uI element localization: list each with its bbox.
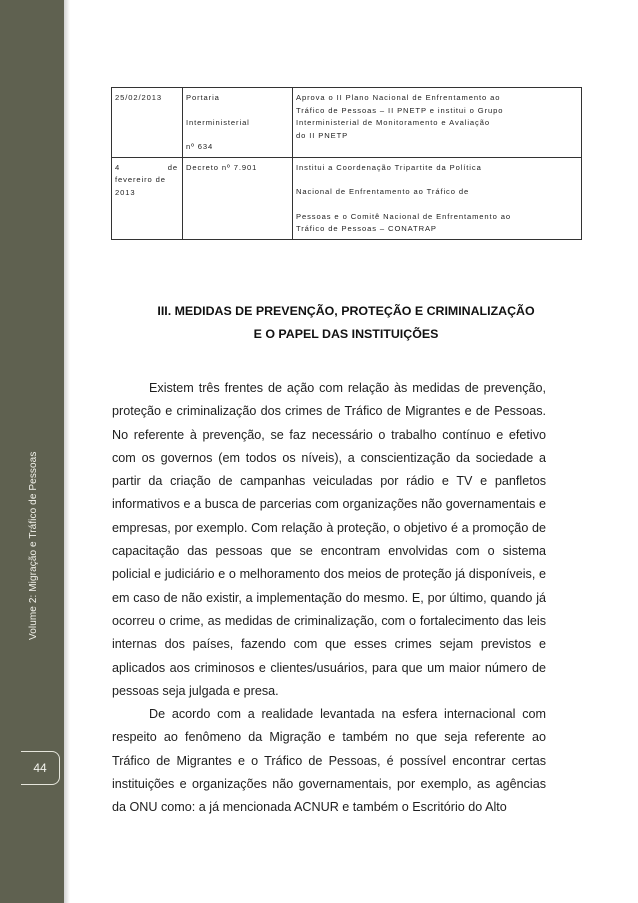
- sidebar-shadow: [64, 0, 70, 903]
- spine-title: Volume 2: Migração e Tráfico de Pessoas: [28, 451, 39, 640]
- cell-line: Interministerial: [186, 117, 250, 127]
- table-cell-date: [112, 88, 183, 158]
- cell-line: Portaria: [186, 93, 220, 102]
- body-text: [112, 377, 546, 820]
- table-cell-type: [183, 157, 293, 239]
- cell-line: 2013: [115, 187, 136, 197]
- page-number: 44: [21, 751, 60, 785]
- paragraph-1: Existem três frentes de ação com relação às medidas de prevenção, proteção e criminalização dos crimes de Tráfico de Migrantes e de Pessoas. No referente à prevenção, se faz necessário o trabalho contínuo e efetivo com os governos (em todos os níveis), a conscientização da sociedade a partir da criação de campanhas veiculadas por rádio e TV e panfletos informativos e a busca de parcerias com organizações não governamentais e empresas, por exemplo. Com relação à proteção, o objetivo é a promoção de capacitação das pessoas que se encontram envolvidas com o sistema policial e judiciário e o melhoramento dos meios de proteção já disponíveis, e em caso de não existir, a implementação do mesmo. E, por último, quando já ocorreu o crime, as medidas de criminalização, com o fortalecimento das leis internas dos países, fazendo com que esses crimes sejam previstos e aplicados aos criminosos e clientes/usuários, para que um maior número de pessoas seja julgada e presa.: [112, 381, 546, 698]
- cell-line: Tráfico de Pessoas – II PNETP e institui o Grupo: [296, 105, 504, 115]
- table-body: [112, 88, 582, 240]
- cell-line: 25/02/2013: [115, 93, 163, 102]
- cell-gap: [186, 105, 288, 117]
- cell-gap: [186, 129, 288, 141]
- cell-line: Interministerial de Monitoramento e Avaliação: [296, 118, 491, 127]
- legislation-table: [111, 87, 582, 240]
- cell-line: Nacional de Enfrentamento ao Tráfico de: [296, 187, 470, 196]
- cell-line: nº 634: [186, 142, 214, 151]
- section-title-line-2: E O PAPEL DAS INSTITUIÇÕES: [253, 327, 439, 341]
- table-row: [112, 157, 582, 239]
- cell-line: 4 de: [115, 162, 178, 172]
- cell-gap: [296, 174, 577, 186]
- cell-line: Pessoas e o Comitê Nacional de Enfrentamento ao: [296, 211, 511, 221]
- section-title: [113, 300, 579, 346]
- cell-line: do II PNETP: [296, 130, 349, 140]
- cell-line: fevereiro de: [115, 175, 166, 184]
- cell-gap: [296, 199, 577, 211]
- table-cell-date: [112, 157, 183, 239]
- table-cell-desc: [293, 88, 582, 158]
- cell-line: Decreto nº 7.901: [186, 162, 258, 172]
- cell-line: Institui a Coordenação Tripartite da Política: [296, 162, 482, 172]
- table-row: [112, 88, 582, 158]
- paragraph-2: De acordo com a realidade levantada na esfera internacional com respeito ao fenômeno da Migração e também no que seja referente ao Tráfico de Migrantes e o Tráfico de Pessoas, é possível encontrar certas instituições e organizações não governamentais, por exemplo, as agências da ONU como: a já mencionada ACNUR e também o Escritório do Alto: [112, 707, 546, 815]
- section-title-line-1: III. MEDIDAS DE PREVENÇÃO, PROTEÇÃO E CRIMINALIZAÇÃO: [157, 304, 535, 318]
- cell-line: Aprova o II Plano Nacional de Enfrentamento ao: [296, 93, 501, 102]
- table-cell-type: [183, 88, 293, 158]
- cell-line: Tráfico de Pessoas – CONATRAP: [296, 224, 437, 233]
- table-cell-desc: [293, 157, 582, 239]
